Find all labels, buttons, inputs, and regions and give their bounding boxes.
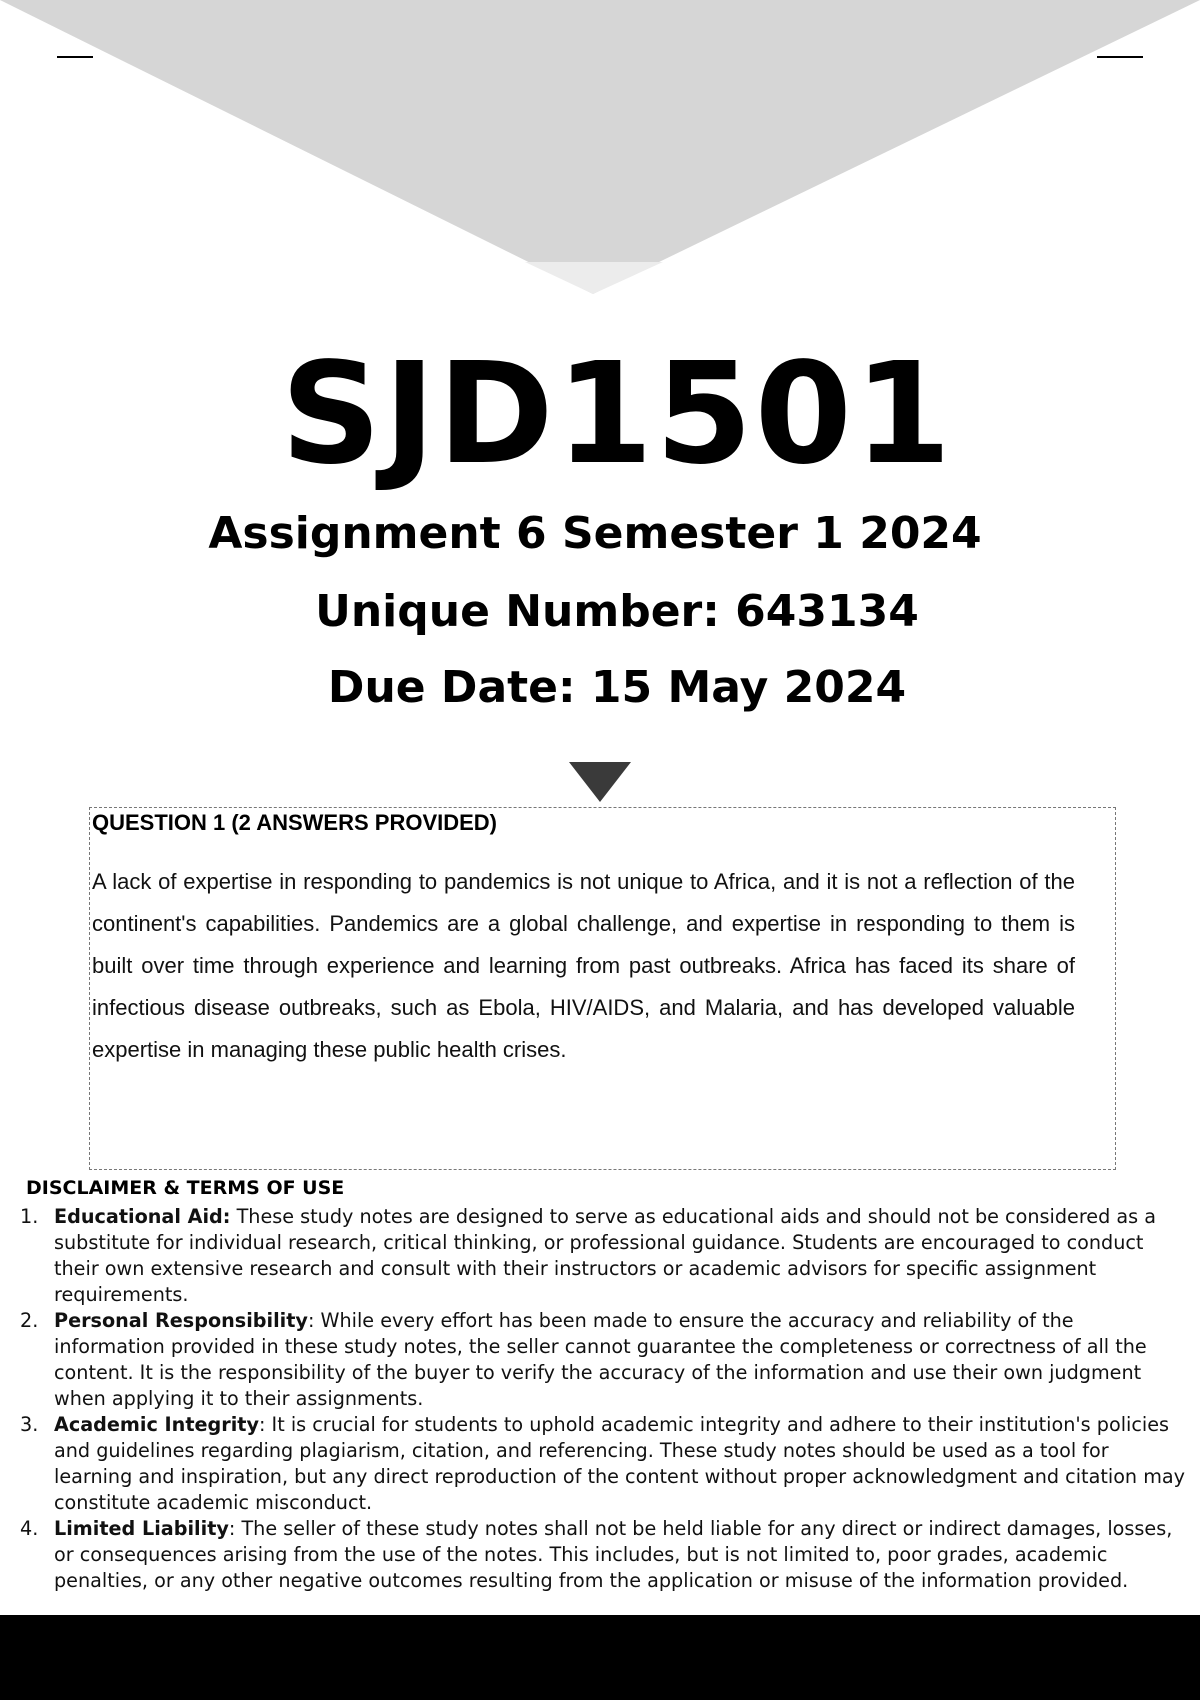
terms-item-text: : While every effort has been made to ensure the accuracy and reliability of the information provided in these study notes, the seller cannot guarantee the completeness or correctness of all the content. It is the responsibility of the buyer to verify the accuracy of the information and use their own judgment when applying it to their assignments. xyxy=(54,1309,1147,1410)
terms-item-number: 1. xyxy=(20,1205,39,1228)
terms-item xyxy=(0,1204,1190,1308)
terms-item-text: These study notes are designed to serve as educational aids and should not be considered as a substitute for individual research, critical thinking, or professional guidance. Students are encouraged to conduct their own extensive research and consult with their instructors or academic advisors for specific assignment requirements. xyxy=(54,1205,1156,1306)
terms-item-title: Academic Integrity xyxy=(54,1413,259,1436)
terms-item-title: Educational Aid: xyxy=(54,1205,231,1228)
terms-item-text: : It is crucial for students to uphold academic integrity and adhere to their institution's policies and guidelines regarding plagiarism, citation, and referencing. These study notes should be used as a tool for learning and inspiration, but any direct reproduction of the content without proper acknowledgment and citation may constitute academic misconduct. xyxy=(54,1413,1185,1514)
terms-item xyxy=(0,1308,1190,1412)
question-heading: QUESTION 1 (2 ANSWERS PROVIDED) xyxy=(92,810,498,835)
disclaimer-heading: DISCLAIMER & TERMS OF USE xyxy=(26,1177,345,1199)
due-date: Due Date: 15 May 2024 xyxy=(327,662,907,713)
terms-list xyxy=(0,1204,1190,1594)
down-arrow-icon xyxy=(569,762,631,802)
terms-item-number: 4. xyxy=(20,1517,39,1540)
terms-item-number: 2. xyxy=(20,1309,39,1332)
header-chevron-notch xyxy=(525,262,663,294)
unique-number: Unique Number: 643134 xyxy=(315,586,919,637)
terms-item-number: 3. xyxy=(20,1413,39,1436)
header-chevron-graphic xyxy=(0,0,1200,300)
corner-rule-left xyxy=(57,56,93,58)
terms-item-title: Limited Liability xyxy=(54,1517,229,1540)
footer-bar xyxy=(0,1615,1200,1700)
course-code-title: SJD1501 xyxy=(280,333,954,496)
terms-item xyxy=(0,1412,1190,1516)
corner-rule-right xyxy=(1097,56,1143,58)
question-answer-text: A lack of expertise in responding to pandemics is not unique to Africa, and it is not a reflection of the continent's capabilities. Pandemics are a global challenge, and expertise in responding to them is built over time through experience and learning from past outbreaks. Africa has faced its share of infectious disease outbreaks, such as Ebola, HIV/AIDS, and Malaria, and has developed valuable expertise in managing these public health crises. xyxy=(92,869,1075,1062)
terms-item-text: : The seller of these study notes shall not be held liable for any direct or indirect damages, losses, or consequences arising from the use of the notes. This includes, but is not limited to, poor grades, academic penalties, or any other negative outcomes resulting from the application or misuse of the information provided. xyxy=(54,1517,1173,1592)
header-chevron-shape xyxy=(0,0,1200,294)
terms-item-title: Personal Responsibility xyxy=(54,1309,308,1332)
terms-item xyxy=(0,1516,1190,1594)
assignment-title: Assignment 6 Semester 1 2024 xyxy=(208,508,982,559)
